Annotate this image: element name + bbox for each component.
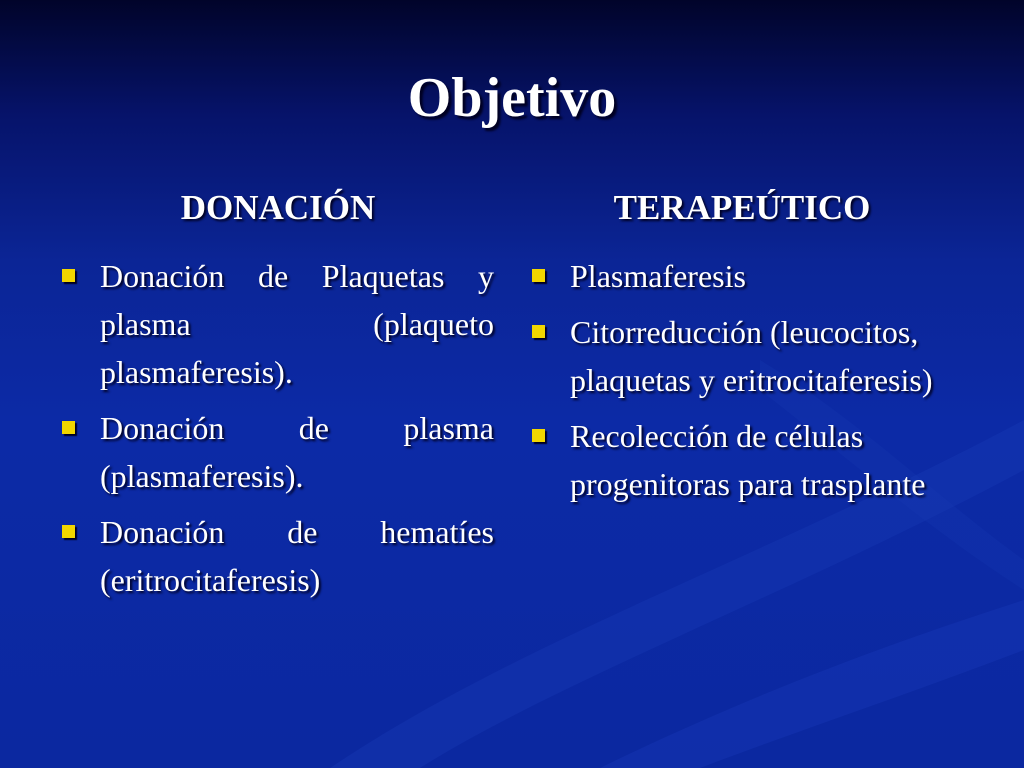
list-item-text: Donación de plasma (plasmaferesis).	[100, 410, 494, 494]
list-item	[62, 508, 494, 604]
square-bullet-icon	[532, 325, 545, 338]
list-item-text: Plasmaferesis	[570, 258, 746, 294]
terapeutico-list	[532, 252, 952, 508]
list-item-text: Donación de Plaquetas y plasma (plaqueto plasmaferesis).	[100, 258, 494, 390]
list-item	[532, 412, 952, 508]
list-item	[532, 252, 952, 300]
square-bullet-icon	[532, 429, 545, 442]
list-item-text: Citorreducción (leucocitos, plaquetas y eritrocitaferesis)	[570, 314, 933, 398]
terapeutico-column	[532, 184, 952, 516]
list-item-text: Recolección de células progenitoras para trasplante	[570, 418, 926, 502]
slide-title: Objetivo	[407, 67, 617, 129]
donacion-column	[62, 184, 494, 612]
list-item	[62, 252, 494, 396]
donacion-heading: DONACIÓN	[180, 188, 376, 227]
list-item	[532, 308, 952, 404]
square-bullet-icon	[532, 269, 545, 282]
donacion-list	[62, 252, 494, 604]
terapeutico-heading: TERAPEÚTICO	[613, 188, 871, 227]
list-item-text: Donación de hematíes (eritrocitaferesis)	[100, 514, 494, 598]
square-bullet-icon	[62, 525, 75, 538]
list-item	[62, 404, 494, 500]
square-bullet-icon	[62, 269, 75, 282]
square-bullet-icon	[62, 421, 75, 434]
